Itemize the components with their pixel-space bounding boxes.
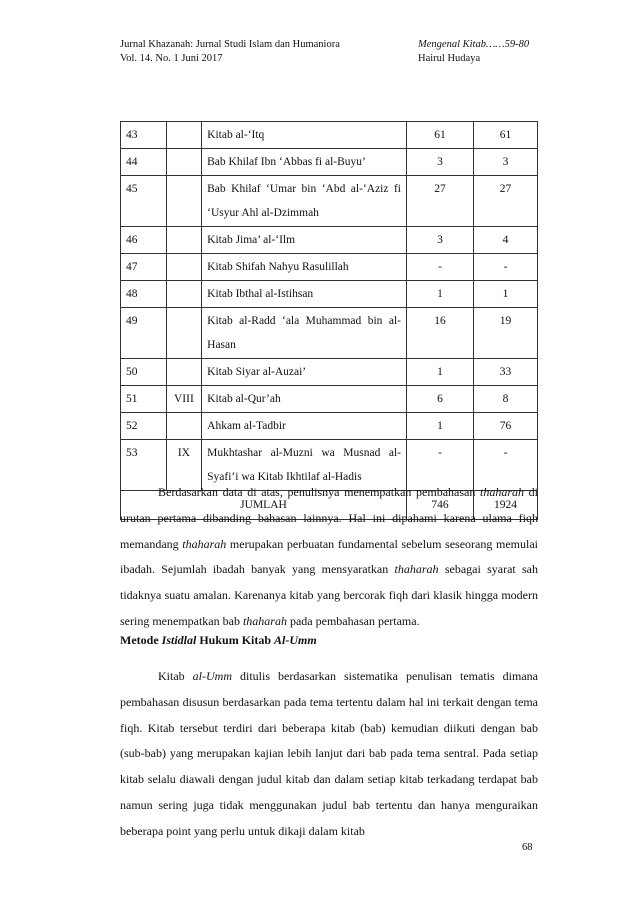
table-row — [121, 308, 538, 359]
cell-value-2: 76 — [474, 413, 538, 440]
cell-title: Ahkam al-Tadbir — [202, 413, 407, 440]
table-row — [121, 254, 538, 281]
cell-value-1: 3 — [407, 149, 474, 176]
cell-number: 46 — [121, 227, 167, 254]
cell-value-1: - — [407, 440, 474, 491]
cell-title: Kitab Ibthal al-Istihsan — [202, 281, 407, 308]
cell-number: 44 — [121, 149, 167, 176]
cell-part: VIII — [166, 386, 202, 413]
text-run: pada pembahasan pertama. — [286, 613, 420, 628]
table-row — [121, 122, 538, 149]
journal-name: Jurnal Khazanah: Jurnal Studi Islam dan Humaniora — [120, 39, 340, 50]
cell-title: Mukhtashar al-Muzni wa Musnad al-Syafi’i wa Kitab Ikhtilaf al-Hadis — [202, 440, 407, 491]
heading-run: Hukum Kitab — [196, 633, 275, 647]
section-heading — [120, 633, 317, 648]
table-row — [121, 359, 538, 386]
running-header-left — [120, 38, 340, 66]
article-reference: Mengenal Kitab……59-80 — [418, 39, 530, 50]
text-run: di urutan pertama dibanding bahasan lainnya. Hal ini dipahami karena ulama fiqh memandang — [120, 485, 538, 551]
cell-part — [166, 149, 202, 176]
total-value-2: 1924 — [474, 491, 538, 520]
italic-term: thaharah — [480, 485, 525, 499]
running-header-right — [418, 38, 529, 66]
cell-part — [166, 254, 202, 281]
cell-value-1: 6 — [407, 386, 474, 413]
kitab-table-body — [121, 122, 538, 520]
cell-number: 48 — [121, 281, 167, 308]
table-row — [121, 227, 538, 254]
cell-title: Kitab Shifah Nahyu Rasulillah — [202, 254, 407, 281]
table-row — [121, 413, 538, 440]
cell-value-1: - — [407, 254, 474, 281]
cell-part — [166, 308, 202, 359]
cell-title: Bab Khilaf Ibn ‘Abbas fi al-Buyu’ — [202, 149, 407, 176]
heading-italic: Al-Umm — [274, 633, 317, 647]
text-run: merupakan perbuatan fundamental sebelum seseorang memulai ibadah. Sejumlah ibadah banyak yang mensyaratkan — [120, 536, 538, 577]
cell-value-1: 1 — [407, 359, 474, 386]
cell-title: Bab Khilaf ‘Umar bin ‘Abd al-‘Aziz fi ‘Usyur Ahl al-Dzimmah — [202, 176, 407, 227]
cell-part — [166, 281, 202, 308]
cell-title: Kitab al-Qur’ah — [202, 386, 407, 413]
table-row — [121, 386, 538, 413]
text-run: sebagai syarat sah tidaknya suatu amalan. Karenanya kitab yang bercorak fiqh dari klasik hingga modern sering menempatkan bab — [120, 562, 539, 628]
text-run: Berdasarkan data di atas, penulisnya menempatkan pembahasan — [158, 485, 480, 499]
cell-part — [166, 413, 202, 440]
italic-term: thaharah — [182, 536, 227, 551]
cell-part: IX — [166, 440, 202, 491]
cell-part — [166, 227, 202, 254]
cell-number: 53 — [121, 440, 167, 491]
cell-title: Kitab al-Radd ‘ala Muhammad bin al-Hasan — [202, 308, 407, 359]
heading-run: Metode — [120, 633, 162, 647]
cell-value-1: 27 — [407, 176, 474, 227]
cell-value-2: 8 — [474, 386, 538, 413]
kitab-table — [120, 121, 538, 520]
author-name: Hairul Hudaya — [418, 53, 481, 64]
cell-number: 45 — [121, 176, 167, 227]
cell-number: 50 — [121, 359, 167, 386]
italic-term: al-Umm — [192, 669, 232, 683]
cell-value-2: 3 — [474, 149, 538, 176]
text-run: Kitab — [158, 669, 193, 683]
cell-value-1: 1 — [407, 281, 474, 308]
cell-value-1: 16 — [407, 308, 474, 359]
journal-volume: Vol. 14. No. 1 Juni 2017 — [120, 53, 223, 64]
table-row — [121, 176, 538, 227]
cell-number: 52 — [121, 413, 167, 440]
cell-value-2: 61 — [474, 122, 538, 149]
cell-value-1: 3 — [407, 227, 474, 254]
text-run: ditulis berdasarkan sistematika penulisan tematis dimana pembahasan disusun berdasarkan pada tema tertentu dalam hal ini terkait dengan tema fiqh. Kitab tersebut terdiri dari beberapa kitab (bab) kemudian diikuti dengan bab (sub-bab) yang merupakan kajian lebih lanjut dari bab pada tema sentral. Pada setiap kitab selalu diawali dengan judul kitab dan dalam setiap kitab terkadang terdapat bab namun sering juga tidak menggunakan judul bab tertentu dan hanya menguraikan beberapa point yang perlu untuk dikaji dalam kitab — [120, 669, 538, 838]
table-row — [121, 149, 538, 176]
cell-value-2: - — [474, 254, 538, 281]
cell-value-2: 27 — [474, 176, 538, 227]
total-value-1: 746 — [407, 491, 474, 520]
table-row — [121, 281, 538, 308]
cell-part — [166, 122, 202, 149]
cell-value-2: - — [474, 440, 538, 491]
cell-part — [166, 359, 202, 386]
cell-title: Kitab al-‘Itq — [202, 122, 407, 149]
cell-number: 43 — [121, 122, 167, 149]
italic-term: thaharah — [242, 613, 287, 628]
paragraph-al-umm — [120, 664, 538, 845]
paragraph-1-text — [120, 480, 538, 635]
cell-number: 51 — [121, 386, 167, 413]
cell-value-2: 4 — [474, 227, 538, 254]
cell-part — [166, 176, 202, 227]
total-label: JUMLAH — [121, 491, 407, 520]
cell-value-1: 1 — [407, 413, 474, 440]
cell-title: Kitab Jima’ al-‘Ilm — [202, 227, 407, 254]
cell-value-2: 1 — [474, 281, 538, 308]
page-number: 68 — [522, 842, 533, 853]
paragraph-thaharah — [120, 480, 538, 635]
cell-value-2: 33 — [474, 359, 538, 386]
cell-number: 47 — [121, 254, 167, 281]
cell-value-2: 19 — [474, 308, 538, 359]
cell-value-1: 61 — [407, 122, 474, 149]
italic-term: thaharah — [394, 562, 439, 577]
heading-italic: Istidlal — [161, 633, 197, 647]
cell-title: Kitab Siyar al-Auzai’ — [202, 359, 407, 386]
cell-number: 49 — [121, 308, 167, 359]
paragraph-2-text — [120, 664, 538, 845]
